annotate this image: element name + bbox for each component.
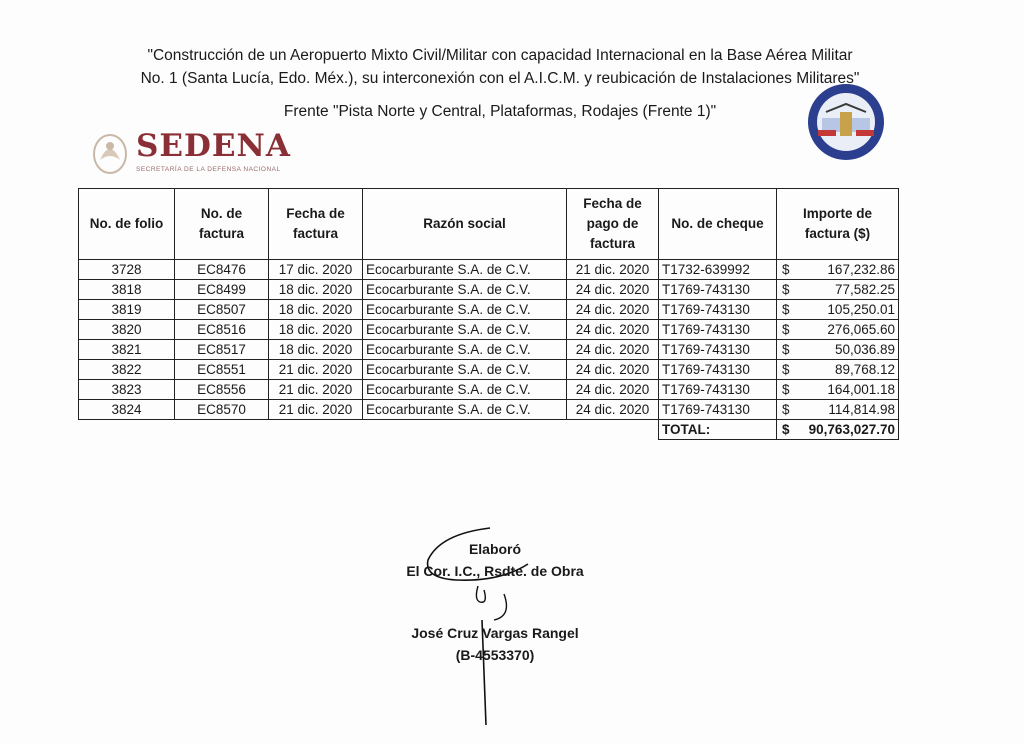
cell-razon-social: Ecocarburante S.A. de C.V.: [363, 260, 567, 280]
cell-folio: 3821: [79, 340, 175, 360]
cell-razon-social: Ecocarburante S.A. de C.V.: [363, 380, 567, 400]
logo-name: SEDENA: [136, 128, 291, 164]
total-row: [79, 420, 899, 440]
sedena-logo: [90, 128, 290, 184]
table-row: [79, 260, 899, 280]
header-fecha-pago: Fecha de pago de factura: [567, 189, 659, 260]
cell-importe: $ 50,036.89: [777, 340, 899, 360]
cell-fecha-pago: 24 dic. 2020: [567, 380, 659, 400]
cell-cheque: T1769-743130: [659, 380, 777, 400]
signature-name: José Cruz Vargas Rangel: [411, 625, 579, 641]
eagle-emblem-icon: [90, 130, 130, 176]
signature-elaboro: Elaboró: [468, 541, 522, 557]
cell-fecha-factura: 18 dic. 2020: [269, 300, 363, 320]
cell-factura: EC8551: [175, 360, 269, 380]
title-line-1: "Construcción de un Aeropuerto Mixto Civil/Militar con capacidad Internacional en la Base Aérea Militar: [147, 47, 853, 64]
cell-cheque: T1769-743130: [659, 280, 777, 300]
cell-cheque: T1769-743130: [659, 360, 777, 380]
header-fecha-factura: Fecha de factura: [269, 189, 363, 260]
cell-factura: EC8476: [175, 260, 269, 280]
cell-fecha-pago: 24 dic. 2020: [567, 280, 659, 300]
cell-importe: $ 114,814.98: [777, 400, 899, 420]
cell-factura: EC8517: [175, 340, 269, 360]
cell-fecha-factura: 21 dic. 2020: [269, 380, 363, 400]
cell-razon-social: Ecocarburante S.A. de C.V.: [363, 360, 567, 380]
cell-razon-social: Ecocarburante S.A. de C.V.: [363, 400, 567, 420]
cell-folio: 3824: [79, 400, 175, 420]
cell-fecha-pago: 24 dic. 2020: [567, 320, 659, 340]
cell-folio: 3819: [79, 300, 175, 320]
cell-razon-social: Ecocarburante S.A. de C.V.: [363, 320, 567, 340]
table-row: [79, 380, 899, 400]
cell-folio: 3818: [79, 280, 175, 300]
cell-fecha-factura: 18 dic. 2020: [269, 320, 363, 340]
cell-importe: $ 164,001.18: [777, 380, 899, 400]
cell-cheque: T1769-743130: [659, 340, 777, 360]
total-label: TOTAL:: [659, 420, 777, 440]
cell-folio: 3823: [79, 380, 175, 400]
cell-fecha-factura: 17 dic. 2020: [269, 260, 363, 280]
cell-fecha-factura: 18 dic. 2020: [269, 280, 363, 300]
total-value: $ 90,763,027.70: [777, 420, 899, 440]
logo-tagline: SECRETARÍA DE LA DEFENSA NACIONAL: [136, 166, 281, 173]
cell-cheque: T1769-743130: [659, 320, 777, 340]
header-razon-social: Razón social: [363, 189, 567, 260]
cell-cheque: T1769-743130: [659, 300, 777, 320]
table-header-row: [79, 189, 899, 260]
cell-factura: EC8556: [175, 380, 269, 400]
document-subtitle: Frente "Pista Norte y Central, Plataformas, Rodajes (Frente 1)": [283, 103, 717, 120]
cell-fecha-pago: 24 dic. 2020: [567, 300, 659, 320]
signature-id: (B-4553370): [455, 647, 535, 663]
cell-fecha-factura: 21 dic. 2020: [269, 400, 363, 420]
cell-fecha-pago: 21 dic. 2020: [567, 260, 659, 280]
header-importe: Importe de factura ($): [777, 189, 899, 260]
table-row: [79, 280, 899, 300]
table-row: [79, 360, 899, 380]
cell-importe: $ 77,582.25: [777, 280, 899, 300]
cell-razon-social: Ecocarburante S.A. de C.V.: [363, 300, 567, 320]
table-row: [79, 340, 899, 360]
unit-seal-icon: [806, 82, 886, 162]
cell-importe: $ 89,768.12: [777, 360, 899, 380]
header-folio: No. de folio: [79, 189, 175, 260]
signature-block: [360, 538, 630, 666]
signature-role: El Cor. I.C., Rsdte. de Obra: [406, 563, 584, 579]
cell-fecha-factura: 21 dic. 2020: [269, 360, 363, 380]
cell-folio: 3728: [79, 260, 175, 280]
cell-factura: EC8516: [175, 320, 269, 340]
cell-importe: $ 105,250.01: [777, 300, 899, 320]
header-factura: No. de factura: [175, 189, 269, 260]
table-row: [79, 400, 899, 420]
cell-cheque: T1732-639992: [659, 260, 777, 280]
cell-razon-social: Ecocarburante S.A. de C.V.: [363, 340, 567, 360]
cell-razon-social: Ecocarburante S.A. de C.V.: [363, 280, 567, 300]
cell-fecha-factura: 18 dic. 2020: [269, 340, 363, 360]
header-cheque: No. de cheque: [659, 189, 777, 260]
cell-factura: EC8499: [175, 280, 269, 300]
table-row: [79, 300, 899, 320]
invoice-table: [78, 188, 899, 440]
cell-fecha-pago: 24 dic. 2020: [567, 340, 659, 360]
cell-factura: EC8570: [175, 400, 269, 420]
cell-folio: 3822: [79, 360, 175, 380]
title-line-2: No. 1 (Santa Lucía, Edo. Méx.), su interconexión con el A.I.C.M. y reubicación de Instalaciones Militares": [140, 70, 860, 87]
table-row: [79, 320, 899, 340]
cell-folio: 3820: [79, 320, 175, 340]
cell-cheque: T1769-743130: [659, 400, 777, 420]
cell-importe: $ 167,232.86: [777, 260, 899, 280]
cell-importe: $ 276,065.60: [777, 320, 899, 340]
cell-fecha-pago: 24 dic. 2020: [567, 400, 659, 420]
cell-fecha-pago: 24 dic. 2020: [567, 360, 659, 380]
cell-factura: EC8507: [175, 300, 269, 320]
